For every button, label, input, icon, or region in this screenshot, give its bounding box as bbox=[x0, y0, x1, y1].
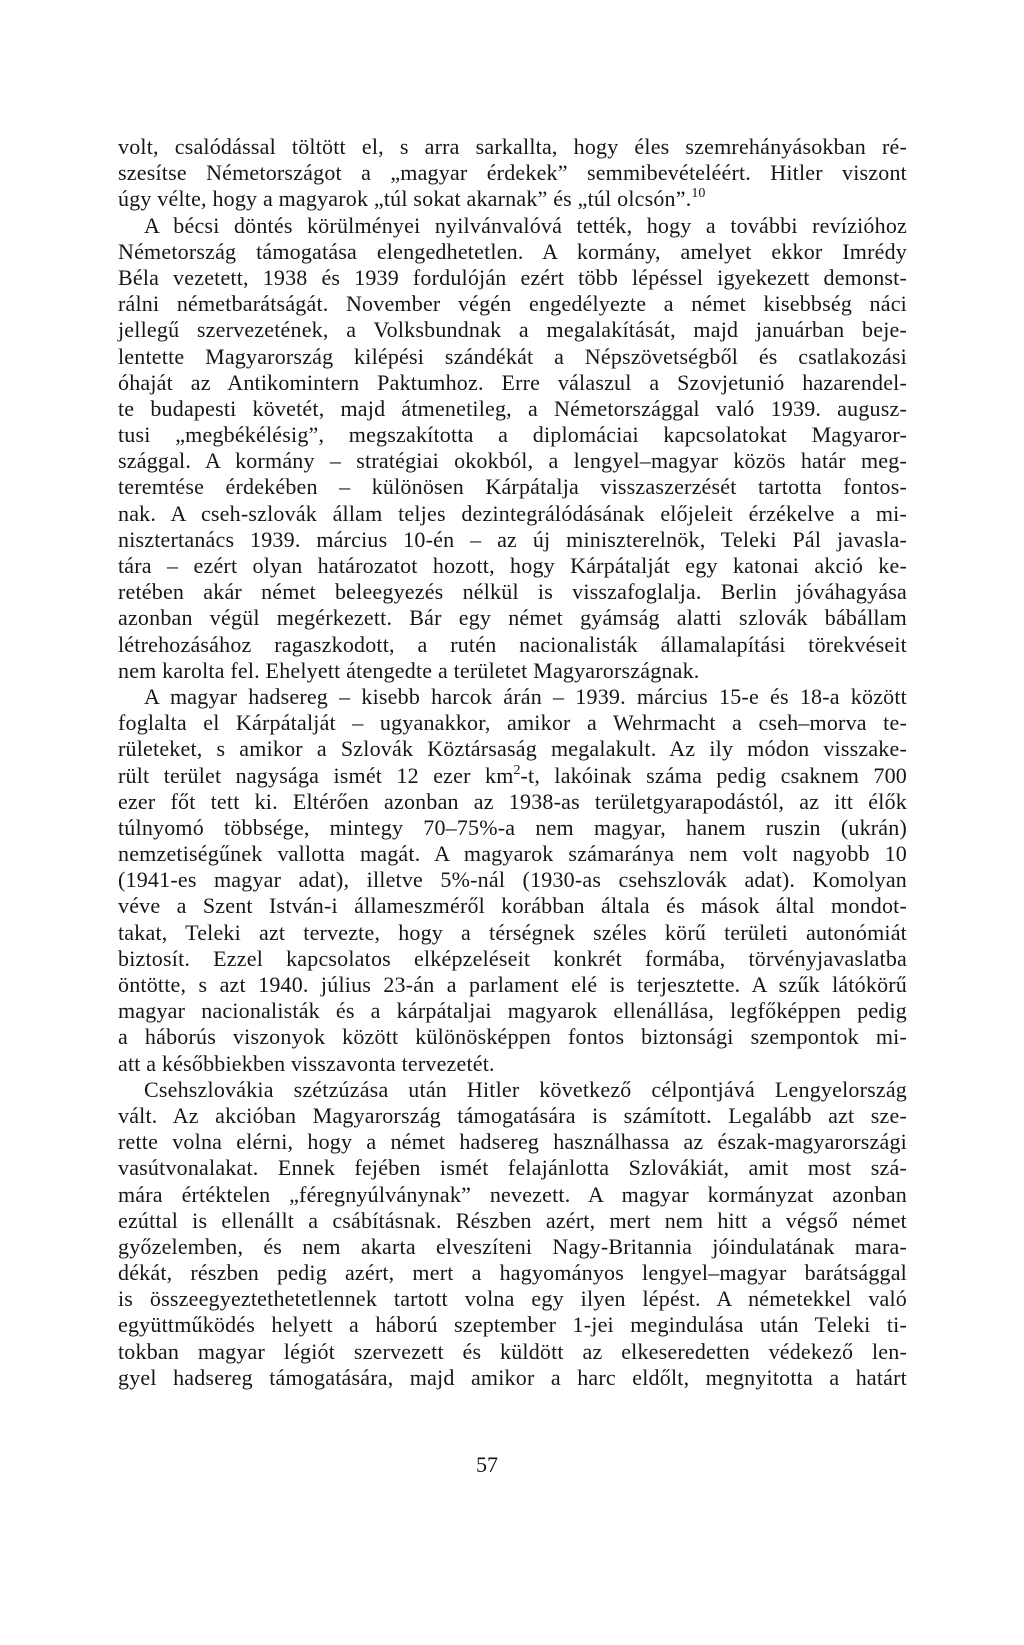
text-line: jellegű szervezetének, a Volksbundnak a megalakítását, majd januárban beje- bbox=[118, 317, 907, 343]
line-text: úgy vélte, hogy a magyarok „túl sokat akarnak” és „túl olcsón”. bbox=[118, 186, 692, 212]
text-line: vasútvonalakat. Ennek fejében ismét felajánlotta Szlovákiát, amit most szá- bbox=[118, 1155, 907, 1181]
text-line: Béla vezetett, 1938 és 1939 fordulóján ezért több lépéssel igyekezett demonst- bbox=[118, 264, 907, 290]
text-line: véve a Szent István-i állameszméről korábban általa és mások által mondot- bbox=[118, 893, 907, 919]
line-text: -t, lakóinak száma pedig csaknem 700 bbox=[520, 762, 907, 788]
text-line: szesítse Németországot a „magyar érdekek” semmibevételéért. Hitler viszont bbox=[118, 160, 907, 186]
text-line: nisztertanács 1939. március 10-én – az új miniszterelnök, Teleki Pál javasla- bbox=[118, 526, 907, 552]
text-line: nemzetiségűnek vallotta magát. A magyarok számaránya nem volt nagyobb 10 bbox=[118, 841, 907, 867]
text-line: nak. A cseh-szlovák állam teljes dezintegrálódásának előjeleit érzékelve a mi- bbox=[118, 500, 907, 526]
text-line: rületeket, s amikor a Szlovák Köztársaság megalakult. Az ily módon visszake- bbox=[118, 736, 907, 762]
text-line: a háborús viszonyok között különösképpen fontos biztonsági szempontok mi- bbox=[118, 1024, 907, 1050]
text-line: rálni németbarátságát. November végén engedélyezte a német kisebbség náci bbox=[118, 291, 907, 317]
text-line: takat, Teleki azt tervezte, hogy a térségnek széles körű területi autonómiát bbox=[118, 919, 907, 945]
text-line: létrehozásához ragaszkodott, a rutén nacionalisták államalapítási törekvéseit bbox=[118, 631, 907, 657]
text-line: (1941-es magyar adat), illetve 5%-nál (1930-as csehszlovák adat). Komolyan bbox=[118, 867, 907, 893]
text-line: ezer főt tett ki. Eltérően azonban az 1938-as területgyarapodástól, az itt élők bbox=[118, 788, 907, 814]
text-line: rette volna elérni, hogy a német hadsereg használhassa az észak-magyarországi bbox=[118, 1129, 907, 1155]
text-line: tára – ezért olyan határozatot hozott, hogy Kárpátalját egy katonai akció ke- bbox=[118, 553, 907, 578]
text-line: A bécsi döntés körülményei nyilvánvalóvá tették, hogy a további revízióhoz bbox=[144, 212, 907, 238]
text-line: retében akár német beleegyezés nélkül is visszafoglalja. Berlin jóváhagyása bbox=[118, 579, 907, 605]
text-line: nem karolta fel. Ehelyett átengedte a területet Magyarországnak. bbox=[118, 657, 700, 683]
text-line bbox=[118, 763, 907, 789]
paragraph bbox=[118, 1077, 907, 1391]
text-line: azonban végül megérkezett. Bár egy német gyámság alatti szlovák bábállam bbox=[118, 605, 907, 631]
superscript-exponent: 2 bbox=[513, 762, 521, 778]
text-line: volt, csalódással töltött el, s arra sarkallta, hogy éles szemrehányásokban ré- bbox=[118, 134, 907, 159]
text-line: biztosít. Ezzel kapcsolatos elképzeléseit konkrét formába, törvényjavaslatba bbox=[118, 945, 907, 971]
text-line: együttműködés helyett a háború szeptember 1-jei megindulása után Teleki ti- bbox=[118, 1312, 907, 1338]
page-number: 57 bbox=[476, 1452, 498, 1477]
text-line: öntötte, s azt 1940. július 23-án a parlament elé is terjesztette. A szűk látókörű bbox=[118, 972, 907, 997]
text-line: Csehszlovákia szétzúzása után Hitler következő célpontjává Lengyelország bbox=[144, 1076, 907, 1102]
text-line: szággal. A kormány – stratégiai okokból, a lengyel–magyar közös határ meg- bbox=[118, 448, 907, 474]
text-line: ezúttal is ellenállt a csábításnak. Részben azért, mert nem hitt a végső német bbox=[118, 1207, 907, 1233]
paragraph bbox=[118, 134, 907, 213]
line-text: rült terület nagysága ismét 12 ezer km bbox=[118, 762, 514, 788]
text-line: túlnyomó többsége, mintegy 70–75%-a nem magyar, hanem ruszin (ukrán) bbox=[118, 814, 907, 840]
text-line: teremtése érdekében – különösen Kárpátalja visszaszerzését tartotta fontos- bbox=[118, 474, 907, 500]
text-line: lentette Magyarország kilépési szándékát a Népszövetségből és csatlakozási bbox=[118, 343, 907, 369]
footnote-reference: 10 bbox=[691, 186, 706, 202]
text-line: foglalta el Kárpátalját – ugyanakkor, amikor a Wehrmacht a cseh–morva te- bbox=[118, 710, 907, 736]
text-line: győzelemben, és nem akarta elveszíteni Nagy-Britannia jóindulatának mara- bbox=[118, 1233, 907, 1259]
text-line: óhaját az Antikomintern Paktumhoz. Erre válaszul a Szovjetunió hazarendel- bbox=[118, 369, 907, 395]
text-line: te budapesti követét, majd átmenetileg, a Németországgal való 1939. augusz- bbox=[118, 395, 907, 421]
text-line: vált. Az akcióban Magyarország támogatására is számított. Legalább azt sze- bbox=[118, 1102, 907, 1128]
text-line: att a későbbiekben visszavonta tervezetét. bbox=[118, 1050, 495, 1076]
text-line: A magyar hadsereg – kisebb harcok árán – 1939. március 15-e és 18-a között bbox=[144, 683, 907, 709]
text-line: tokban magyar légiót szervezett és küldött az elkeseredetten védekező len- bbox=[118, 1338, 907, 1364]
text-line: gyel hadsereg támogatására, majd amikor a harc eldőlt, megnyitotta a határt bbox=[118, 1364, 907, 1390]
text-line: mára értéktelen „féregnyúlványnak” nevezett. A magyar kormányzat azonban bbox=[118, 1181, 907, 1207]
text-line bbox=[118, 186, 907, 212]
paragraph bbox=[118, 684, 907, 1077]
text-line: is összeegyeztethetetlennek tartott volna egy ilyen lépést. A németekkel való bbox=[118, 1286, 907, 1312]
text-line: magyar nacionalisták és a kárpátaljai magyarok ellenállása, legfőképpen pedig bbox=[118, 998, 907, 1024]
body-text bbox=[118, 134, 907, 1391]
text-line: dékát, részben pedig azért, mert a hagyományos lengyel–magyar barátsággal bbox=[118, 1260, 907, 1286]
text-line: Németország támogatása elengedhetetlen. A kormány, amelyet ekkor Imrédy bbox=[118, 238, 907, 264]
paragraph bbox=[118, 213, 907, 684]
text-line: tusi „megbékélésig”, megszakította a diplomáciai kapcsolatokat Magyaror- bbox=[118, 422, 907, 448]
